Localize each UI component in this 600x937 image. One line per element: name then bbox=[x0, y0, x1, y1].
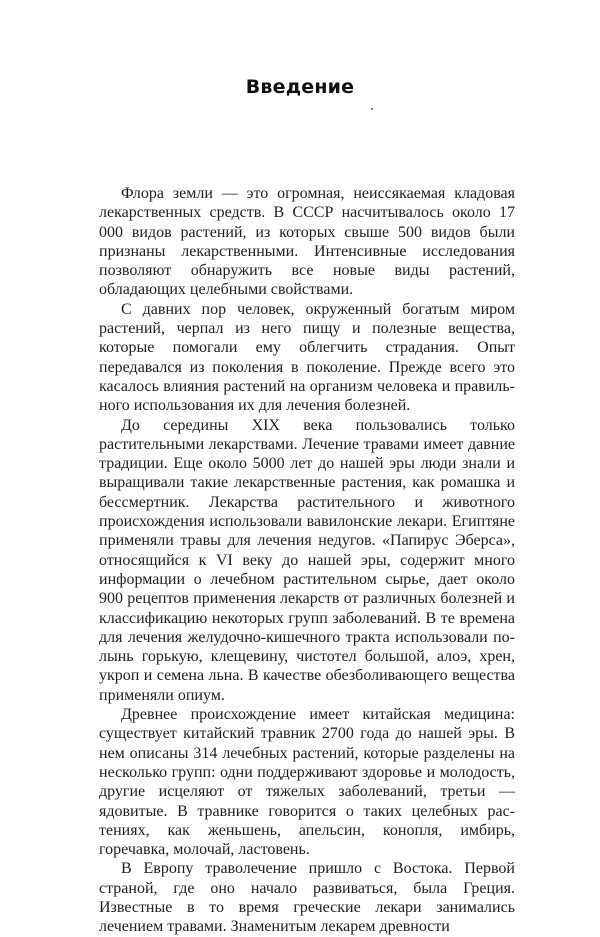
paragraph: Флора земли — это огромная, неиссякаемая кладовая лекарственных средств. В СССР насчитывалось около 17 000 видов растений, из которых свыше 500 видов были признаны лекарственными. Интенсивные исследования позволяют обнаружить все новые виды растений, обладающих целебными свойствами. bbox=[99, 185, 515, 299]
paragraph: До середины XIX века пользовались только растительными лекарствами. Лечение травами имеет давние традиции. Еще около 5000 лет до нашей эры люди знали и выращивали такие лекарственные растения, как ромашка и бессмертник. Лекарства растительного и животного происхождения использовали вавилонские лекари. Египтяне применяли травы для лечения недугов. «Папирус Эберса», относящийся к VI веку до нашей эры, содержит много информации о лечебном растительном сырье, дает около 900 рецептов применения лекарств от различных болезней и классификацию некоторых групп заболеваний. В те времена для лечения желудочно-кишечного тракта использовали полынь горькую, клещевину, чистотел большой, алоэ, хрен, укроп и семена льна. В качестве обезболивающего вещества применяли опиум. bbox=[99, 416, 515, 704]
page-title: Введение bbox=[245, 76, 355, 98]
paragraph: В Европу траволечение пришло с Востока. Первой страной, где оно начало развиваться, была Греция. Известные в то время греческие лекари занимались лечением травами. Знаменитым лекарем древности bbox=[99, 860, 515, 936]
paragraph: С давних пор человек, окруженный богатым миром растений, черпал из него пищу и полезные вещества, которые помогали ему облегчить страдания. Опыт передавался из поколения в поколение. Прежде всего это касалось влияния растений на организм человека и правильного использования их для лечения болезней. bbox=[99, 300, 515, 415]
print-speck bbox=[371, 108, 373, 110]
body-text bbox=[99, 184, 515, 937]
paragraph: Древнее происхождение имеет китайская медицина: существует китайский травник 2700 года до нашей эры. В нем описаны 314 лечебных растений, которые разделены на несколько групп: одни поддерживают здоровье и молодость, другие исцеляют от тяжелых заболеваний, третьи — ядовитые. В травнике говорится о таких целебных растениях, как женьшень, апельсин, конопля, имбирь, горечавка, молочай, ластовень. bbox=[99, 706, 515, 859]
